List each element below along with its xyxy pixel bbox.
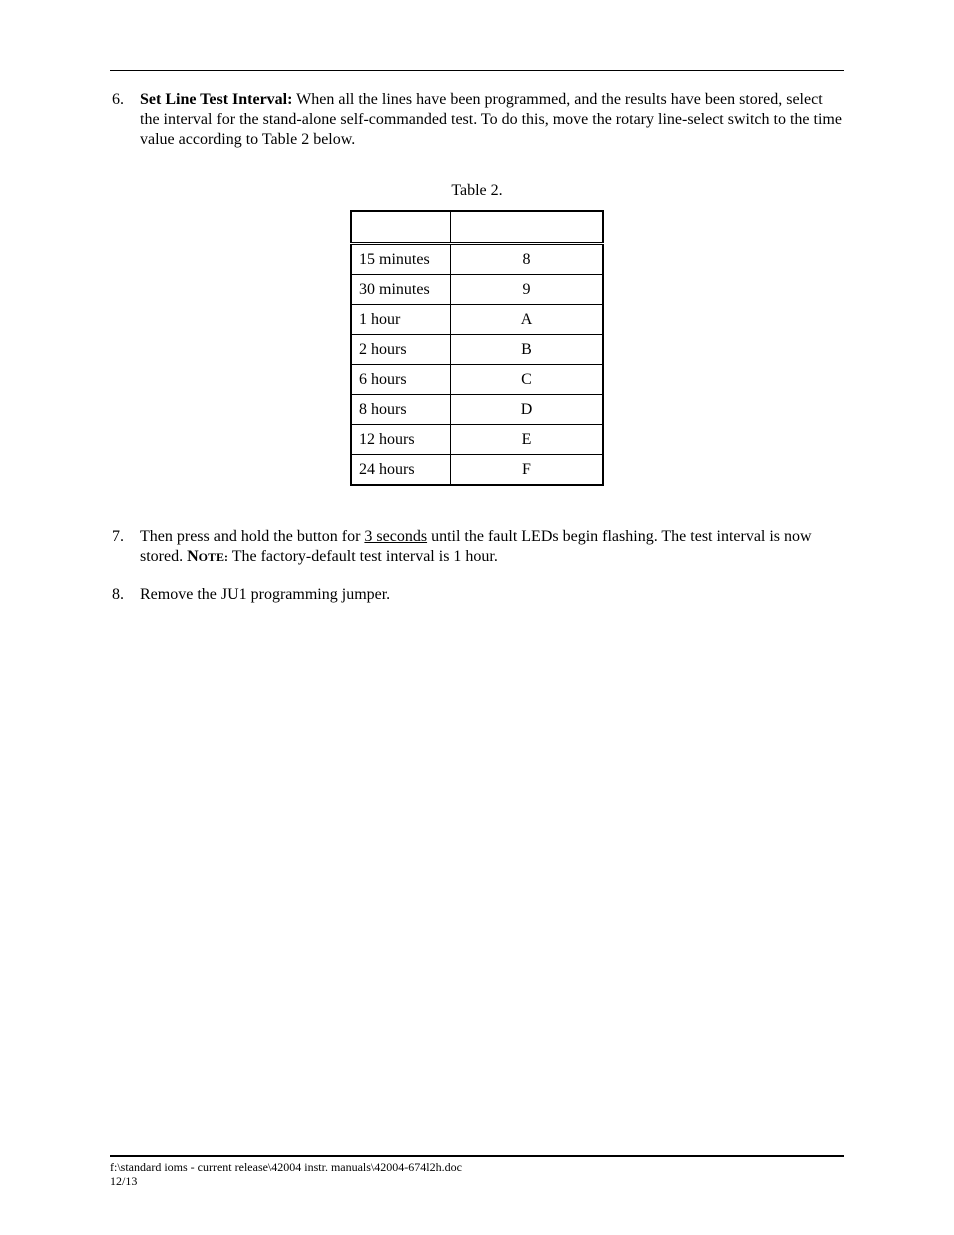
setting-cell: D (451, 395, 604, 425)
setting-cell: B (451, 335, 604, 365)
step-7-duration: 3 seconds (364, 528, 428, 545)
footer-rule (110, 1155, 844, 1157)
interval-table (350, 210, 604, 486)
setting-cell: 9 (451, 275, 604, 305)
setting-cell: E (451, 425, 604, 455)
setting-cell: A (451, 305, 604, 335)
note-text: The factory-default test interval is 1 hour. (228, 548, 498, 565)
table-header-row (351, 211, 603, 244)
table-row (351, 455, 603, 486)
step-6-number: 6. (112, 91, 124, 108)
step-7-text-before: Then press and hold the button for (140, 528, 365, 545)
header-rule (110, 70, 844, 71)
step-7-number: 7. (112, 528, 124, 545)
table-row (351, 365, 603, 395)
step-6-text: When all the lines have been programmed, and the results have been stored, select the interval for the stand-alone self-commanded test. To do this, move the rotary line-select switch to the time value according to Table 2 below. (140, 91, 842, 148)
setting-cell: C (451, 365, 604, 395)
table-row (351, 395, 603, 425)
footer-date: 12/13 (110, 1174, 138, 1188)
table-header-setting (451, 211, 604, 244)
interval-cell: 30 minutes (351, 275, 451, 305)
step-6 (112, 90, 844, 150)
setting-cell: 8 (451, 244, 604, 275)
step-6-heading: Set Line Test Interval: (140, 91, 293, 108)
step-7 (112, 527, 844, 567)
interval-cell: 1 hour (351, 305, 451, 335)
interval-cell: 15 minutes (351, 244, 451, 275)
note-label-rest: OTE: (198, 550, 229, 564)
table-row (351, 335, 603, 365)
setting-cell: F (451, 455, 604, 486)
interval-cell: 6 hours (351, 365, 451, 395)
footer-file-path: f:\standard ioms - current release\42004 instr. manuals\42004-674l2h.doc (110, 1160, 462, 1174)
table-row (351, 425, 603, 455)
table-row (351, 244, 603, 275)
interval-cell: 2 hours (351, 335, 451, 365)
interval-cell: 8 hours (351, 395, 451, 425)
table-row (351, 275, 603, 305)
table-header-interval (351, 211, 451, 244)
interval-cell: 24 hours (351, 455, 451, 486)
step-8-text: Remove the JU1 programming jumper. (140, 586, 391, 603)
footer (110, 1160, 462, 1188)
step-8 (112, 585, 844, 605)
note-label-initial: N (187, 548, 199, 565)
interval-cell: 12 hours (351, 425, 451, 455)
table-caption: Table 2. (451, 182, 503, 199)
step-7-text-after: until the fault LEDs begin flashing. The test interval is now stored. (140, 528, 812, 565)
table-row (351, 305, 603, 335)
step-8-number: 8. (112, 586, 124, 603)
